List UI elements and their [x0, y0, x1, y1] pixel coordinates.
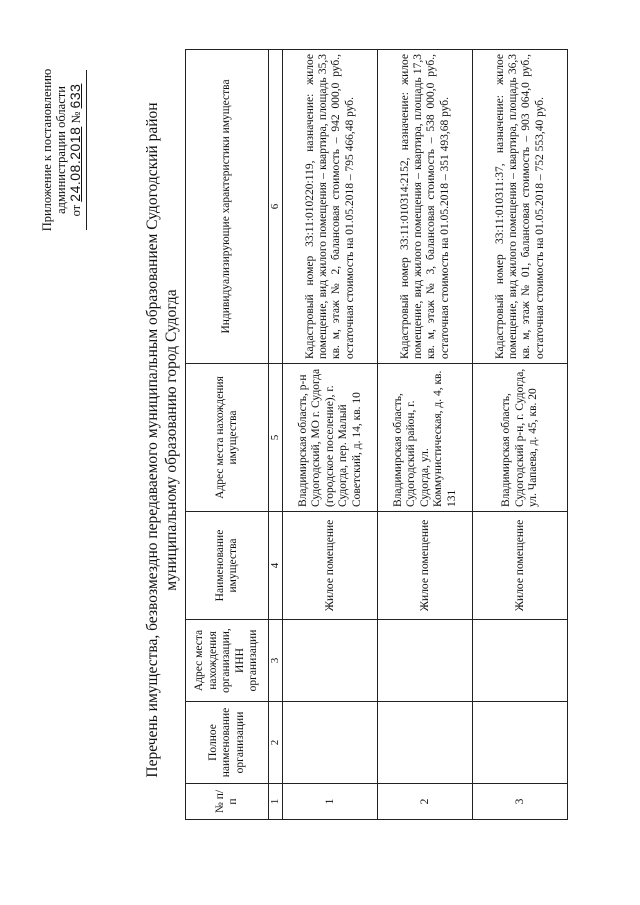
- row-property-name: Жилое помещение: [378, 512, 473, 620]
- column-number: 3: [269, 620, 283, 702]
- row-property-details: Кадастровый номер 33:11:010220:119, назначение: жилое помещение, вид жилого помещения – квартира, площадь 35,3 кв. м, этаж № 2, балансовая стоимость – 942 000,0 руб., остаточная стоимость на 01.05.2018 – 795 466,48 руб.: [283, 50, 378, 364]
- row-org-address: [378, 620, 473, 702]
- column-number: 6: [269, 50, 283, 364]
- header-row: [186, 50, 269, 820]
- row-property-name: Жилое помещение: [283, 512, 378, 620]
- column-number-row: [269, 50, 283, 820]
- header-org: Полное наименование организации: [186, 702, 269, 784]
- date-prefix: от: [69, 204, 83, 217]
- row-org: [473, 702, 568, 784]
- row-org-address: [283, 620, 378, 702]
- appendix-date-line: [68, 25, 83, 275]
- column-number: 1: [269, 784, 283, 820]
- row-number: 3: [473, 784, 568, 820]
- row-property-address: Владимирская область, Судогодский р-н, г. Судогда, ул. Чапаева, д. 45, кв. 20: [473, 364, 568, 512]
- header-num: № п/п: [186, 784, 269, 820]
- appendix-line-2: администрации области: [54, 86, 68, 214]
- header-details: Индивидуализирующие характеристики имущества: [186, 50, 269, 364]
- title-line-1: Перечень имущества, безвозмездно передаваемого муниципальным образованием Судогодский район: [144, 102, 161, 778]
- row-org: [378, 702, 473, 784]
- row-property-details: Кадастровый номер 33:11:010311:37, назначение: жилое помещение, вид жилого помещения – квартира, площадь 36,3 кв. м, этаж № 01, балансовая стоимость – 903 064,0 руб., остаточная стоимость на 01.05.2018 – 752 553,40 руб.: [473, 50, 568, 364]
- row-org: [283, 702, 378, 784]
- document-title: [143, 60, 181, 820]
- appendix-underline: [86, 70, 87, 230]
- header-address: Адрес места нахождения имущества: [186, 364, 269, 512]
- header-name: Наименование имущества: [186, 512, 269, 620]
- column-number: 5: [269, 364, 283, 512]
- property-table: [185, 49, 568, 820]
- table-row: [283, 50, 378, 820]
- column-number: 4: [269, 512, 283, 620]
- table-row: [473, 50, 568, 820]
- document-sheet: [35, 20, 595, 860]
- column-number: 2: [269, 702, 283, 784]
- row-number: 2: [378, 784, 473, 820]
- row-property-address: Владимирская область, Судогодский район, г. Судогда, ул. Коммунистическая, д. 4, кв. 131: [378, 364, 473, 512]
- title-line-2: муниципальному образованию город Судогда: [163, 289, 180, 591]
- row-org-address: [473, 620, 568, 702]
- number-prefix: №: [69, 111, 83, 124]
- decree-date: 24.08.2018: [67, 126, 83, 202]
- appendix-line-1: Приложение к постановлению: [40, 68, 54, 232]
- table-row: [378, 50, 473, 820]
- appendix-note: [40, 25, 87, 275]
- row-property-details: Кадастровый номер 33:11:010314:2152, назначение: жилое помещение, вид жилого помещения – квартира, площадь 17,3 кв. м, этаж № 3, балансовая стоимость – 538 000,0 руб., остаточная стоимость на 01.05.2018 – 351 493,68 руб.: [378, 50, 473, 364]
- header-org-address: Адрес места нахождения организации, ИНН организации: [186, 620, 269, 702]
- decree-number: 633: [67, 83, 83, 109]
- row-property-address: Владимирская область, р-н Судогодский, МО г. Судогда (городское поселение), г. Судогда, пер. Малый Советский, д. 14, кв. 10: [283, 364, 378, 512]
- row-property-name: Жилое помещение: [473, 512, 568, 620]
- row-number: 1: [283, 784, 378, 820]
